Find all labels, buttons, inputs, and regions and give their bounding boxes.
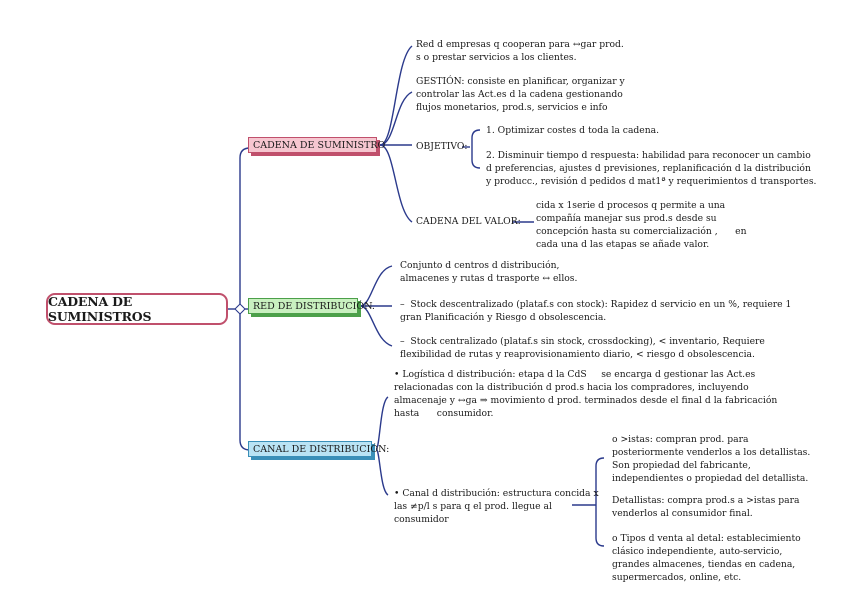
objetivo-label: OBJETIVO: (416, 141, 468, 152)
red-item-2: – Stock descentralizado (plataf.s con stock): Rapidez d servicio en un %, requiere 1 gran Planificación y Riesgo d obsolescencia. (400, 299, 792, 323)
objetivo-item-1: 1. Optimizar costes d toda la cadena. (486, 125, 660, 136)
canal-item-tipos: o Tipos d venta al detal: establecimiento clásico independiente, auto-servicio, grandes almacenes, tiendas en cadena, supermercados, online, etc. (612, 533, 801, 583)
canal-definicion: • Canal d distribución: estructura concida x las ≠p/l s para q el prod. llegue al consumidor (394, 488, 599, 525)
canal-logistica: • Logística d distribución: etapa d la CdS se encarga d gestionar las Act.es relacionadas con la distribución d prod.s hacia los compradores, incluyendo almacenaje y ↔ga ⇒ movimiento d prod. terminados desde el final d la fabricación hasta consumidor. (394, 369, 778, 419)
canal-item-detallistas: Detallistas: compra prod.s a >istas para venderlos al consumidor final. (612, 495, 800, 519)
red-item-1: Conjunto d centros d distribución, almacenes y rutas d trasporte ↔ ellos. (400, 260, 578, 284)
cadena-definition: Red d empresas q cooperan para ↔gar prod. s o prestar servicios a los clientes. (416, 39, 624, 63)
root-node: CADENA DE SUMINISTROS (46, 293, 228, 325)
branch-canal-distribucion: CANAL DE DISTRIBUCIÓN: (248, 441, 372, 457)
cadena-gestion: GESTIÓN: consiste en planificar, organizar y controlar las Act.es d la cadena gestionando flujos monetarios, prod.s, servicios e info (416, 76, 625, 113)
valor-label: CADENA DEL VALOR: (416, 216, 521, 227)
red-item-3: – Stock centralizado (plataf.s sin stock, crossdocking), < inventario, Requiere flexibilidad de rutas y reaprovisionamiento diario, < riesgo d obsolescencia. (400, 336, 765, 360)
branch-cadena-suministro: CADENA DE SUMINISTRO (248, 137, 377, 153)
branch-red-distribucion: RED DE DISTRIBUCIÓN. (248, 298, 358, 314)
objetivo-item-2: 2. Disminuir tiempo d respuesta: habilidad para reconocer un cambio d preferencias, ajustes d previsiones, replanificación d la distribución y producc., revisión d pedidos d mat1ª y requerimientos d transportes. (486, 150, 817, 187)
canal-item-mayoristas: o >istas: compran prod. para posteriormente venderlos a los detallistas. Son propiedad del fabricante, independientes o propiedad del detallista. (612, 434, 811, 484)
valor-text: cida x 1serie d procesos q permite a una compañía manejar sus prod.s desde su concepción hasta su comercialización , en cada una d las etapas se añade valor. (536, 200, 747, 250)
